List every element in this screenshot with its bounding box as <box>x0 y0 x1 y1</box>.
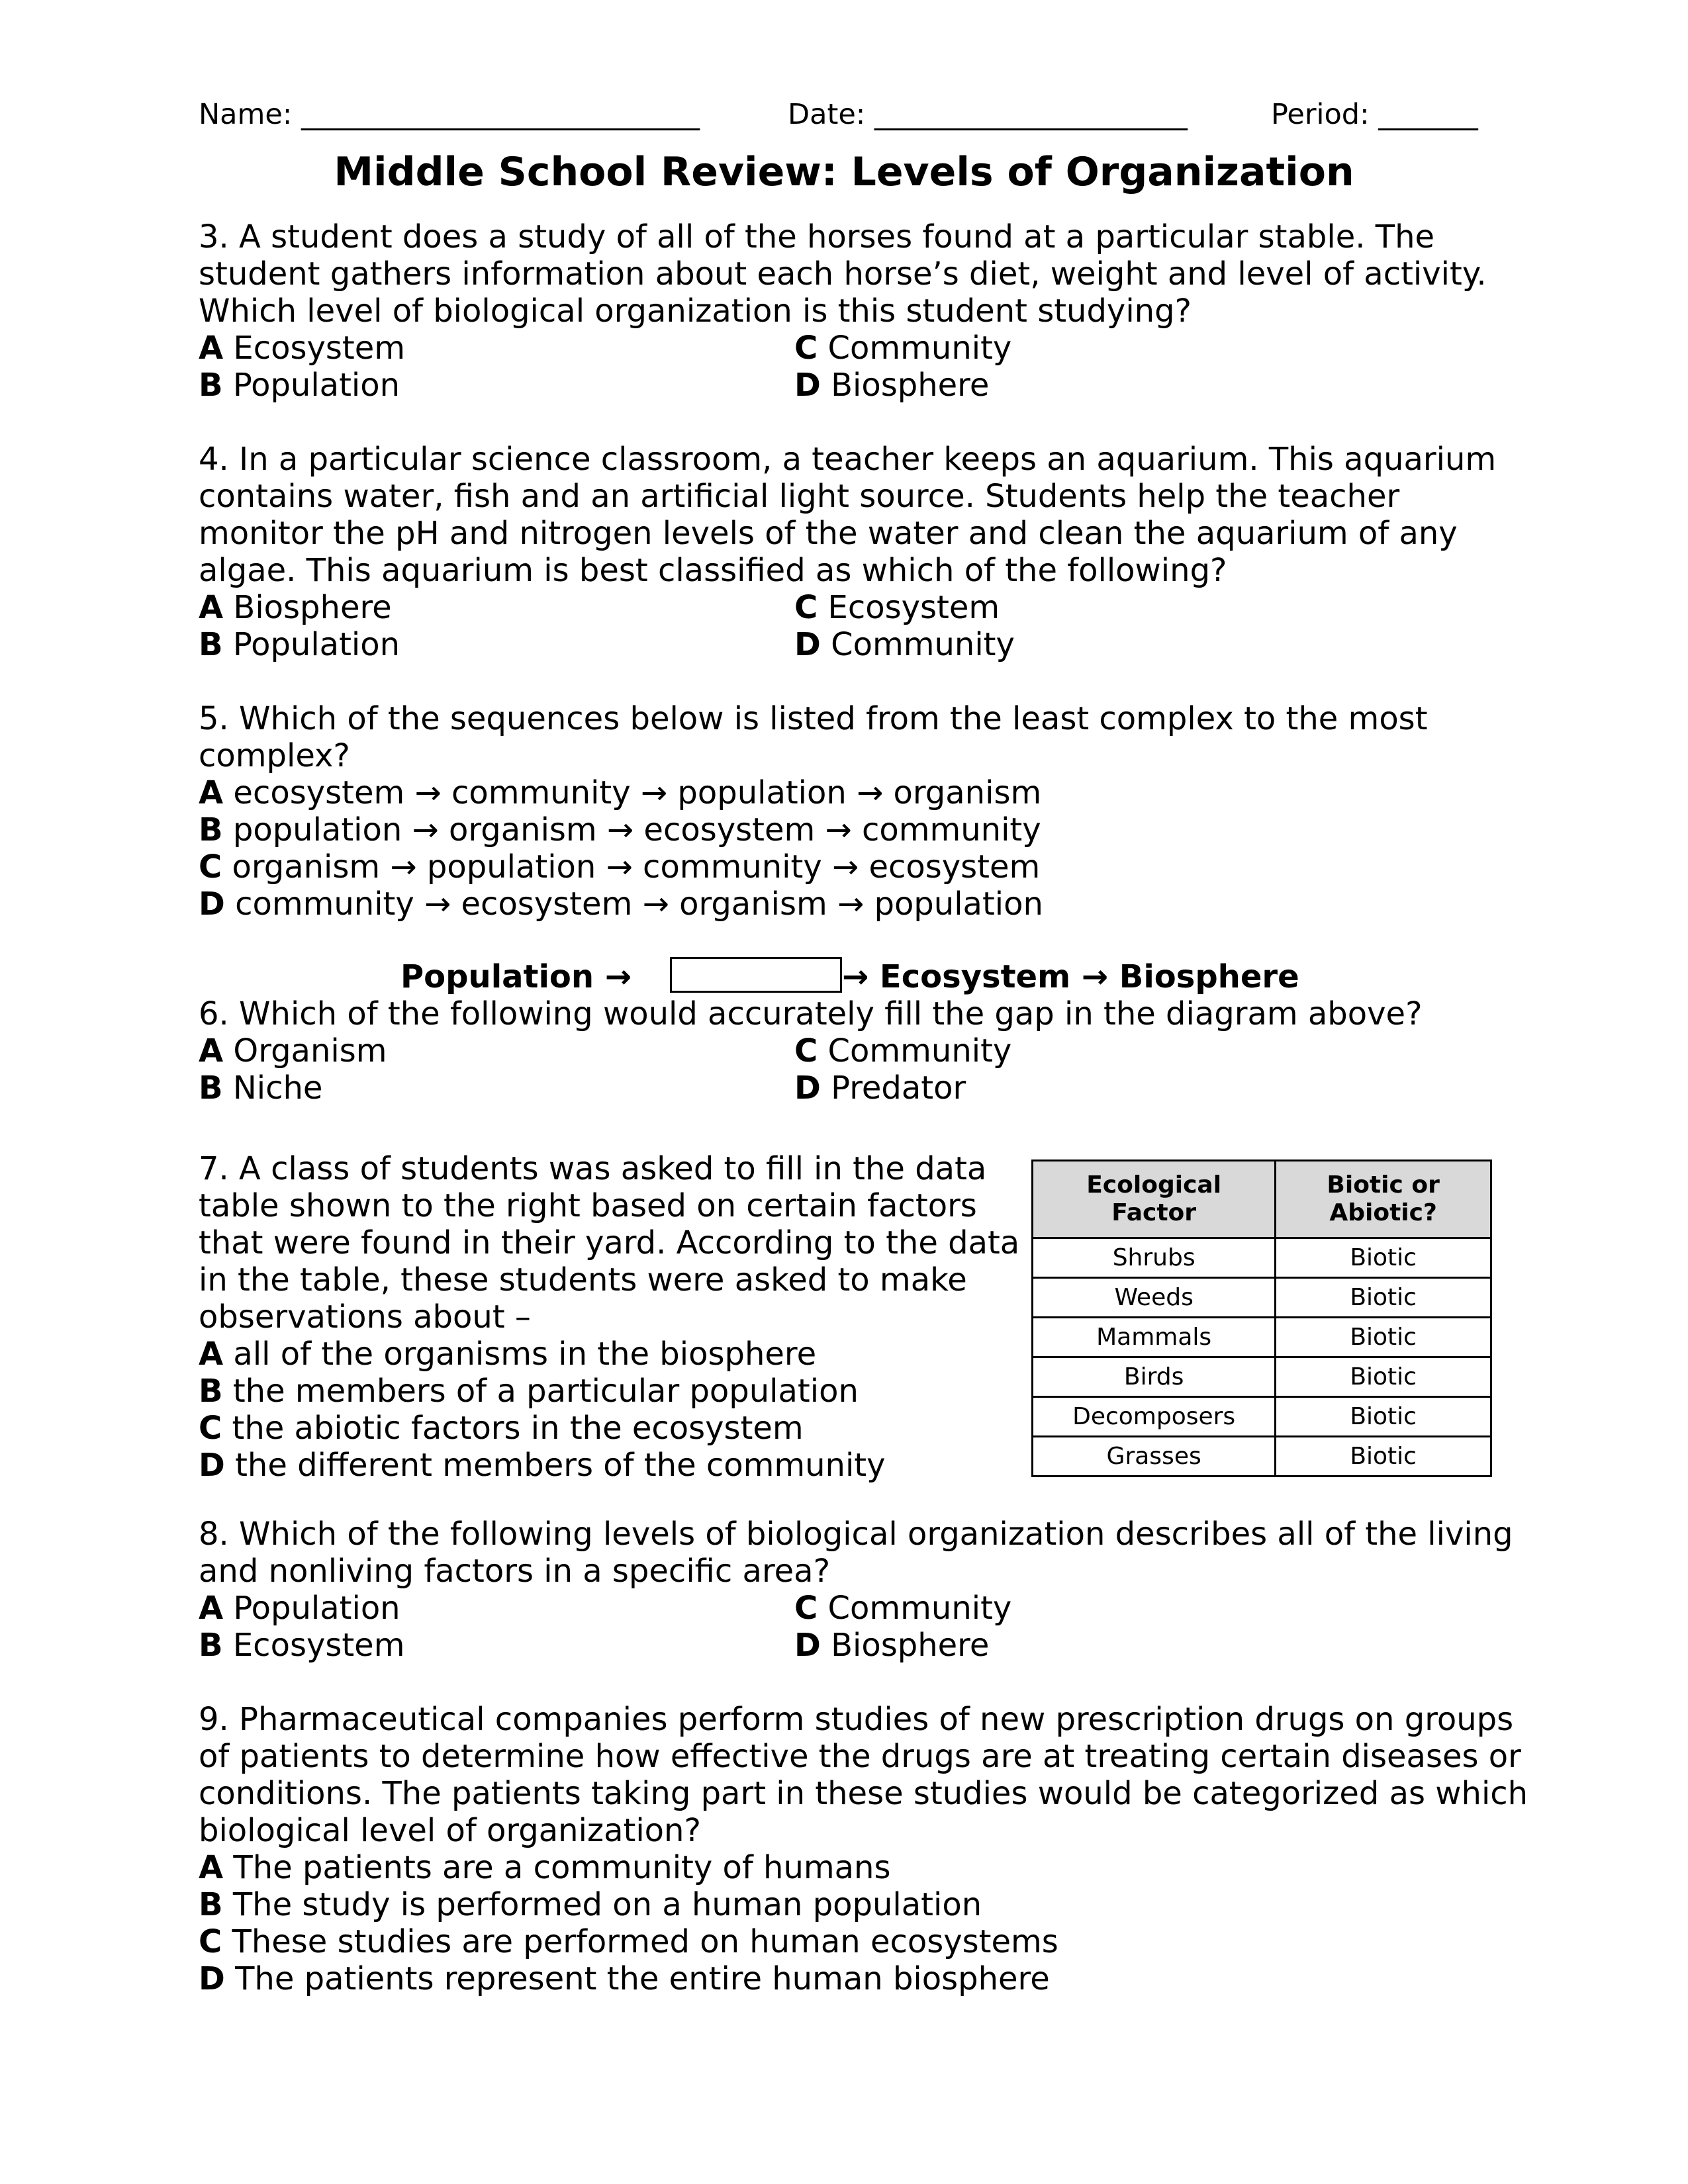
diagram-right-text: → Ecosystem → Biosphere <box>842 958 1299 995</box>
question-text: biological level of organization? <box>199 1812 701 1849</box>
answer-option-a[interactable]: A all of the organisms in the biosphere <box>199 1336 817 1373</box>
header-ecological-factor: Ecological Factor <box>1033 1161 1276 1238</box>
table-row <box>1033 1318 1491 1357</box>
answer-option-b[interactable]: B Niche <box>199 1069 323 1107</box>
answer-option-d[interactable]: D Predator <box>794 1069 966 1107</box>
factor-cell: Birds <box>1033 1357 1276 1397</box>
type-cell: Biotic <box>1276 1357 1491 1397</box>
answer-option-a[interactable]: A ecosystem → community → population → organism <box>199 774 1042 811</box>
answer-option-a[interactable]: A Population <box>199 1590 400 1627</box>
ecological-factor-table <box>1031 1160 1492 1477</box>
answer-option-d[interactable]: D Biosphere <box>794 1627 990 1664</box>
answer-option-d[interactable]: D community → ecosystem → organism → population <box>199 886 1043 923</box>
question-text: contains water, fish and an artificial light source. Students help the teacher <box>199 478 1400 515</box>
table-row <box>1033 1397 1491 1437</box>
factor-cell: Decomposers <box>1033 1397 1276 1437</box>
answer-option-b[interactable]: B The study is performed on a human population <box>199 1886 982 1923</box>
question-text: 9. Pharmaceutical companies perform studies of new prescription drugs on groups <box>199 1701 1514 1738</box>
factor-cell: Weeds <box>1033 1278 1276 1318</box>
answer-option-d[interactable]: D the different members of the community <box>199 1447 886 1484</box>
date-field[interactable]: Date: ______________________ <box>788 98 1188 131</box>
question-text: 3. A student does a study of all of the horses found at a particular stable. The <box>199 218 1435 255</box>
answer-option-c[interactable]: C Community <box>794 330 1012 367</box>
type-cell: Biotic <box>1276 1437 1491 1477</box>
header-biotic-abiotic: Biotic or Abiotic? <box>1276 1161 1491 1238</box>
table-row <box>1033 1278 1491 1318</box>
table-header-row <box>1033 1161 1491 1238</box>
answer-option-b[interactable]: B the members of a particular population <box>199 1373 859 1410</box>
type-cell: Biotic <box>1276 1278 1491 1318</box>
question-4 <box>199 441 1496 663</box>
question-5 <box>199 700 1428 923</box>
question-7 <box>199 1150 1019 1484</box>
type-cell: Biotic <box>1276 1397 1491 1437</box>
question-text: algae. This aquarium is best classified as which of the following? <box>199 552 1227 589</box>
question-6 <box>199 995 1423 1107</box>
question-text: table shown to the right based on certain factors <box>199 1187 977 1224</box>
name-field[interactable]: Name: ____________________________ <box>199 98 700 131</box>
factor-cell: Mammals <box>1033 1318 1276 1357</box>
period-field[interactable]: Period: _______ <box>1271 98 1478 131</box>
factor-cell: Shrubs <box>1033 1238 1276 1278</box>
answer-option-b[interactable]: B Population <box>199 626 400 663</box>
question-8 <box>199 1516 1513 1664</box>
answer-option-b[interactable]: B Ecosystem <box>199 1627 405 1664</box>
answer-option-d[interactable]: D Biosphere <box>794 367 990 404</box>
question-text: of patients to determine how effective the drugs are at treating certain diseases or <box>199 1738 1521 1775</box>
answer-option-b[interactable]: B Population <box>199 367 400 404</box>
diagram-blank-box <box>670 957 842 993</box>
answer-option-a[interactable]: A Biosphere <box>199 589 392 626</box>
answer-option-a[interactable]: A The patients are a community of humans <box>199 1849 891 1886</box>
question-3 <box>199 218 1487 404</box>
answer-option-c[interactable]: C the abiotic factors in the ecosystem <box>199 1410 804 1447</box>
page-title: Middle School Review: Levels of Organization <box>334 149 1354 195</box>
factor-cell: Grasses <box>1033 1437 1276 1477</box>
question-text: Which level of biological organization is this student studying? <box>199 293 1192 330</box>
type-cell: Biotic <box>1276 1318 1491 1357</box>
type-cell: Biotic <box>1276 1238 1491 1278</box>
question-text: in the table, these students were asked to make <box>199 1261 967 1298</box>
answer-option-c[interactable]: C These studies are performed on human ecosystems <box>199 1923 1058 1960</box>
table-row <box>1033 1437 1491 1477</box>
table-row <box>1033 1357 1491 1397</box>
answer-option-d[interactable]: D The patients represent the entire human biosphere <box>199 1960 1050 1997</box>
diagram-left-text: Population → <box>400 958 632 995</box>
question-text: 5. Which of the sequences below is listed from the least complex to the most <box>199 700 1428 737</box>
question-text: observations about – <box>199 1298 531 1336</box>
question-text: and nonliving factors in a specific area? <box>199 1553 831 1590</box>
answer-option-c[interactable]: C Community <box>794 1590 1012 1627</box>
answer-option-a[interactable]: A Ecosystem <box>199 330 406 367</box>
answer-option-c[interactable]: C organism → population → community → ecosystem <box>199 848 1041 886</box>
question-text: that were found in their yard. According to the data <box>199 1224 1020 1261</box>
question-text: 8. Which of the following levels of biological organization describes all of the living <box>199 1516 1513 1553</box>
answer-option-c[interactable]: C Ecosystem <box>794 589 1000 626</box>
question-text: 7. A class of students was asked to fill in the data <box>199 1150 987 1187</box>
question-9 <box>199 1701 1528 1997</box>
answer-option-b[interactable]: B population → organism → ecosystem → community <box>199 811 1041 848</box>
question-text: conditions. The patients taking part in these studies would be categorized as which <box>199 1775 1528 1812</box>
question-text: student gathers information about each horse’s diet, weight and level of activity. <box>199 255 1487 293</box>
question-text: complex? <box>199 737 350 774</box>
question-text: 4. In a particular science classroom, a teacher keeps an aquarium. This aquarium <box>199 441 1497 478</box>
question-text: 6. Which of the following would accurately fill the gap in the diagram above? <box>199 995 1423 1032</box>
answer-option-a[interactable]: A Organism <box>199 1032 387 1069</box>
answer-option-c[interactable]: C Community <box>794 1032 1012 1069</box>
question-text: monitor the pH and nitrogen levels of the water and clean the aquarium of any <box>199 515 1458 552</box>
answer-option-d[interactable]: D Community <box>794 626 1015 663</box>
table-row <box>1033 1238 1491 1278</box>
